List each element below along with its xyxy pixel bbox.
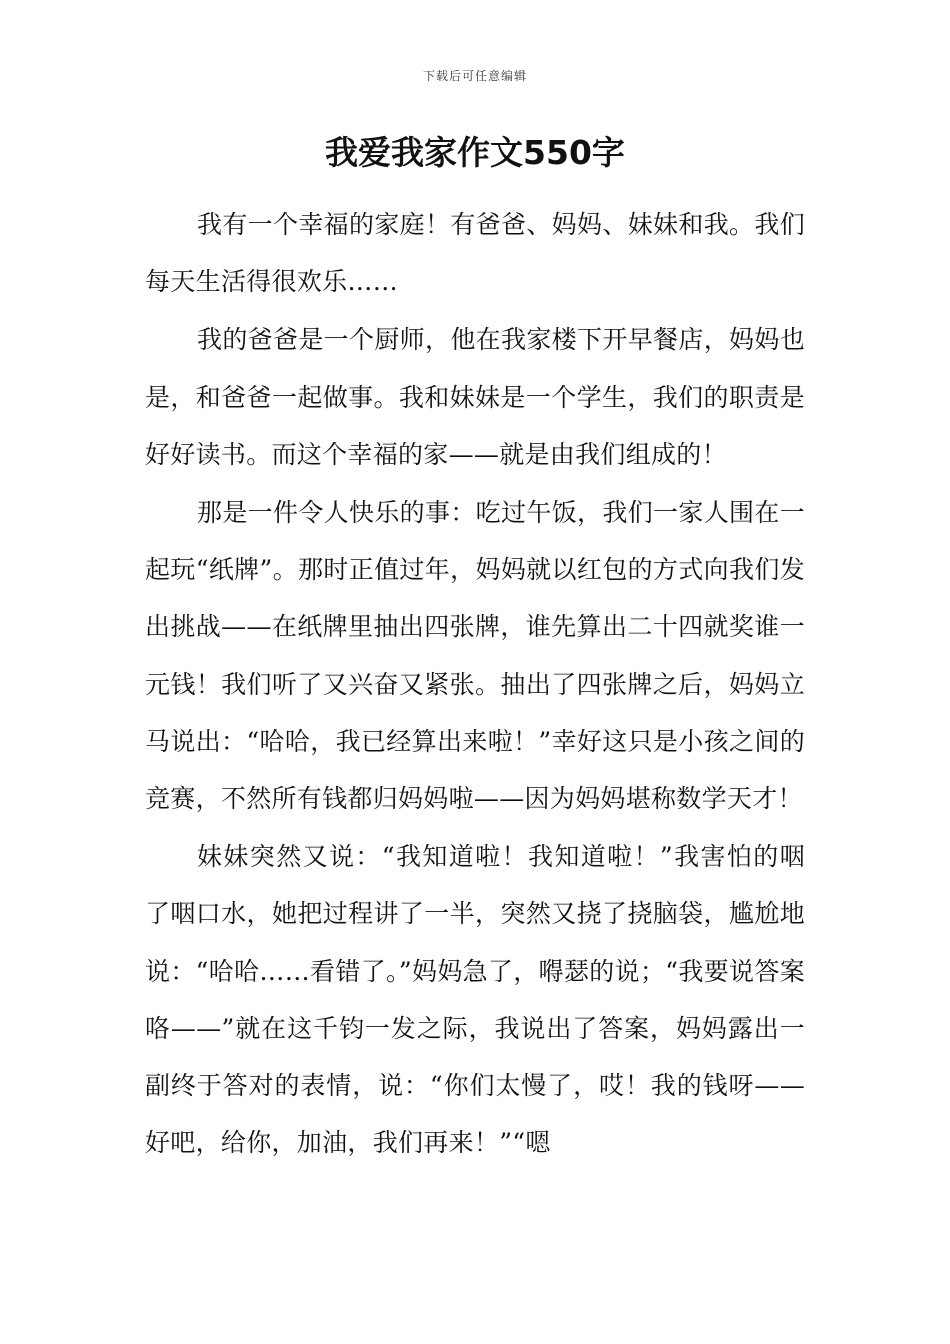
paragraph-3: 那是一件令人快乐的事：吃过午饭，我们一家人围在一起玩“纸牌”。那时正值过年，妈妈就以红包的方式向我们发出挑战——在纸牌里抽出四张牌，谁先算出二十四就奖谁一元钱！我们听了又兴奋又紧张。抽出了四张牌之后，妈妈立马说出：“哈哈，我已经算出来啦！”幸好这只是小孩之间的竞赛，不然所有钱都归妈妈啦——因为妈妈堪称数学天才！ — [145, 498, 805, 814]
page-title: 我爱我家作文550字 — [325, 133, 625, 172]
paragraph-4: 妹妹突然又说：“我知道啦！我知道啦！”我害怕的咽了咽口水，她把过程讲了一半，突然又挠了挠脑袋，尴尬地说：“哈哈……看错了。”妈妈急了，嘚瑟的说；“我要说答案咯——”就在这千钧一发之际，我说出了答案，妈妈露出一副终于答对的表情，说：“你们太慢了，哎！我的钱呀——好吧，给你，加油，我们再来！”“嗯 — [145, 842, 805, 1158]
essay-body — [145, 196, 805, 1172]
paragraph-2: 我的爸爸是一个厨师，他在我家楼下开早餐店，妈妈也是，和爸爸一起做事。我和妹妹是一个学生，我们的职责是好好读书。而这个幸福的家——就是由我们组成的！ — [145, 325, 805, 469]
paragraph-1: 我有一个幸福的家庭！有爸爸、妈妈、妹妹和我。我们每天生活得很欢乐…… — [145, 210, 805, 297]
header-note: 下载后可任意编辑 — [422, 69, 527, 83]
